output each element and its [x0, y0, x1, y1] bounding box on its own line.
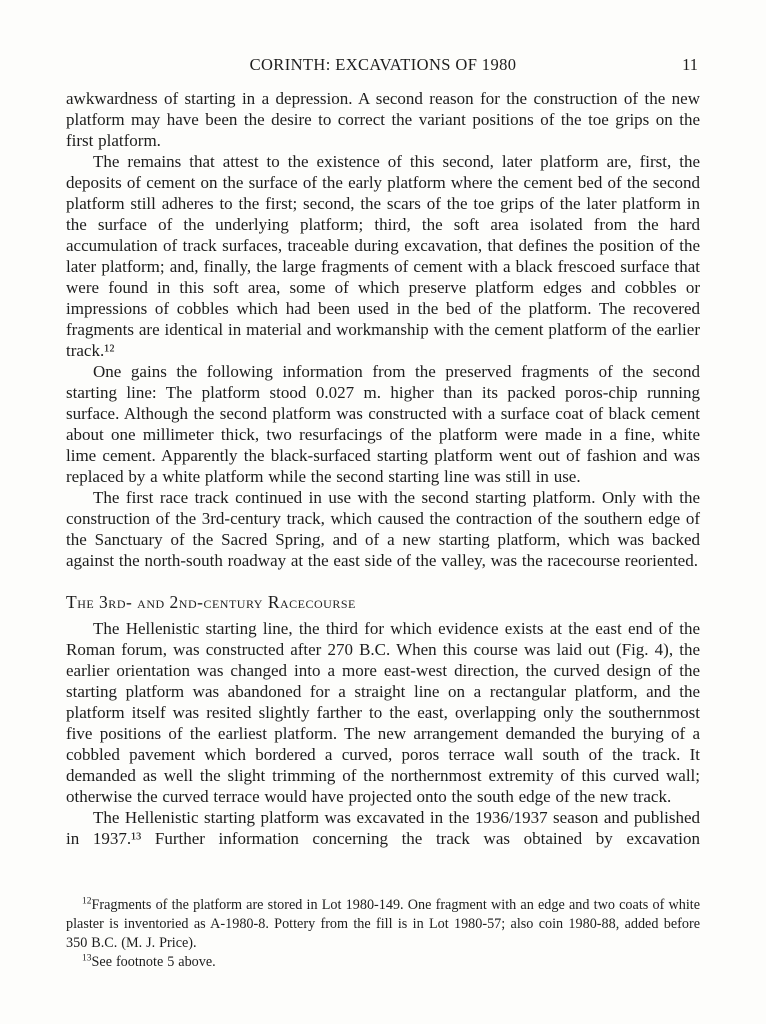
footnote: [66, 896, 700, 953]
paragraph-runs-to-next-page: The Hellenistic starting platform was excavated in the 1936/1937 season and published in 1937.¹³ Further information concerning the track was obtained by excavation: [66, 808, 700, 848]
footnotes-block: [66, 896, 700, 972]
footnote-marker: 13: [82, 953, 92, 964]
page-number: 11: [682, 55, 698, 74]
page-body: [66, 88, 700, 849]
paragraph: One gains the following information from the preserved fragments of the second starting line: The platform stood 0.027 m. higher than its packed poros-chip running surface. Although the second platform was constructed with a surface coat of black cement about one millimeter thick, two resurfacings of the platform were made in a fine, white lime cement. Apparently the black-surfaced starting platform went out of fashion and was replaced by a white platform while the second starting line was still in use.: [66, 362, 700, 486]
running-header: [66, 55, 700, 77]
paragraph: The first race track continued in use with the second starting platform. Only with the construction of the 3rd-century track, which caused the contraction of the southern edge of the Sanctuary of the Sacred Spring, and of a new starting platform, which was backed against the north-south roadway at the east side of the valley, was the racecourse reoriented.: [66, 488, 700, 570]
paragraph: The Hellenistic starting line, the third for which evidence exists at the east end of the Roman forum, was constructed after 270 B.C. When this course was laid out (Fig. 4), the earlier orientation was changed into a more east-west direction, the curved design of the starting platform was abandoned for a straight line on a rectangular platform, and the platform itself was resited slightly farther to the east, overlapping only the southernmost five positions of the earliest platform. The new arrangement demanded the burying of a cobbled pavement which bordered a curved, poros terrace wall south of the track. It demanded as well the slight trimming of the northernmost extremity of this curved wall; otherwise the curved terrace would have projected onto the south edge of the new track.: [66, 619, 700, 806]
footnote: [66, 953, 700, 972]
footnote-text: See footnote 5 above.: [91, 954, 216, 970]
paragraph-continuation: awkwardness of starting in a depression. A second reason for the construction of the new platform may have been the desire to correct the variant positions of the toe grips on the first platform.: [66, 89, 700, 150]
footnote-text: Fragments of the platform are stored in Lot 1980-149. One fragment with an edge and two coats of white plaster is inventoried as A-1980-8. Pottery from the fill is in Lot 1980-57; also coin 1980-88, added before 350 B.C. (M. J. Price).: [66, 897, 700, 951]
footnote-marker: 12: [82, 896, 92, 907]
section-heading: The 3rd- and 2nd-century Racecourse: [66, 592, 356, 612]
paragraph: The remains that attest to the existence of this second, later platform are, first, the deposits of cement on the surface of the early platform where the cement bed of the second platform still adheres to the first; second, the scars of the toe grips of the later platform in the surface of the underlying platform; third, the soft area isolated from the hard accumulation of track surfaces, traceable during excavation, that defines the position of the later platform; and, finally, the large fragments of cement with a black frescoed surface that were found in this soft area, some of which preserve platform edges and cobbles or impressions of cobbles which had been used in the bed of the platform. The recovered fragments are identical in material and workmanship with the cement platform of the earlier track.¹²: [66, 152, 700, 360]
running-header-title: CORINTH: EXCAVATIONS OF 1980: [249, 55, 517, 74]
